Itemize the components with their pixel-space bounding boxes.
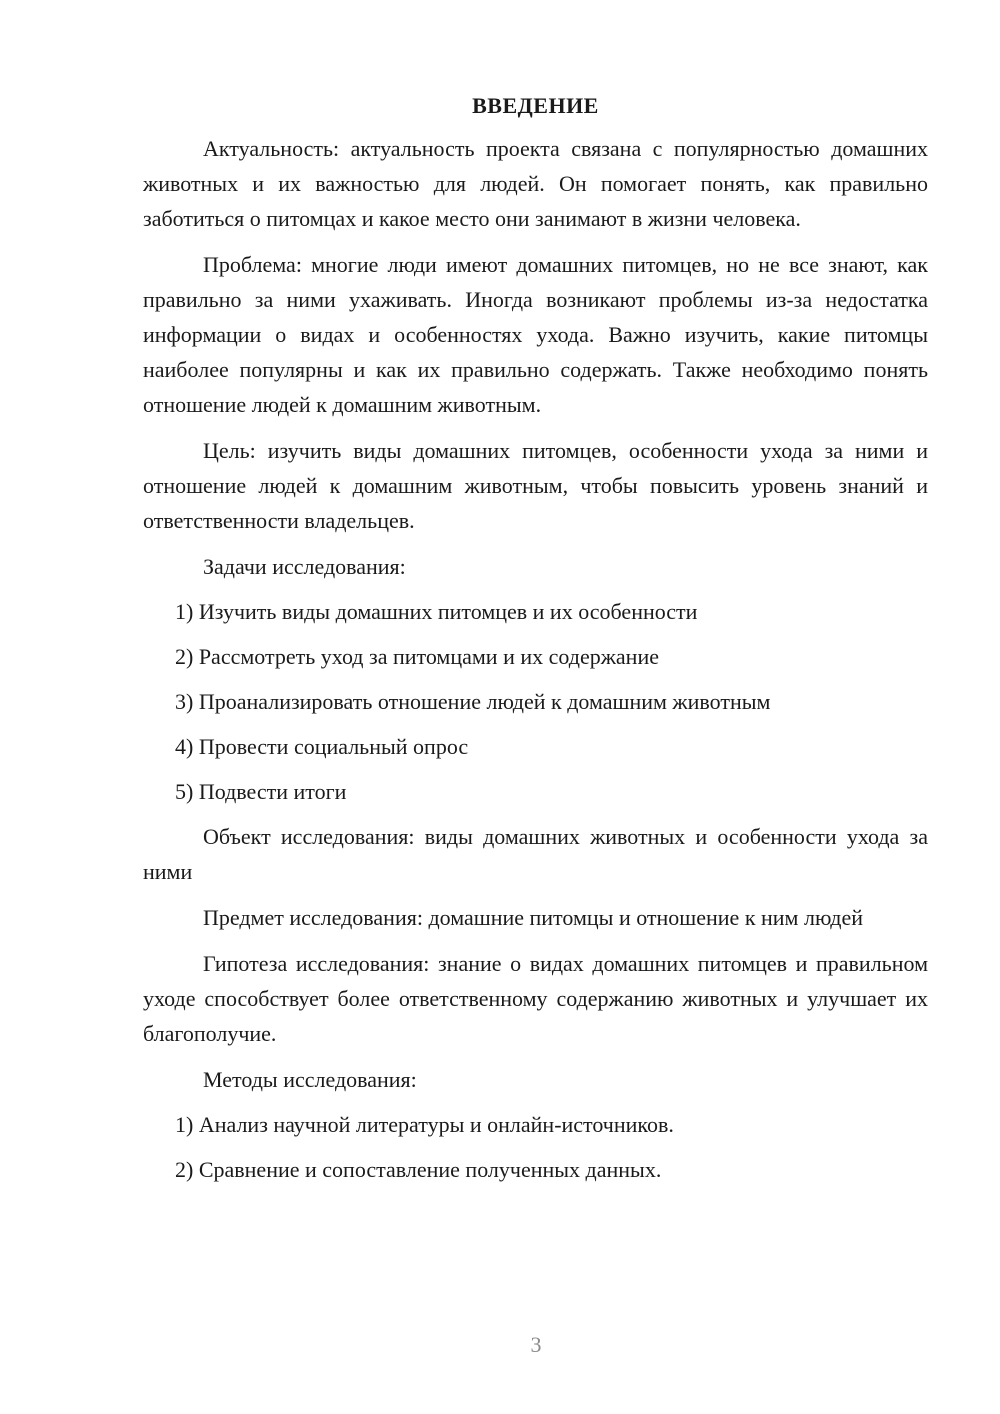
list-item: 3) Проанализировать отношение людей к домашним животным	[175, 689, 771, 714]
tasks-label: Задачи исследования:	[203, 554, 406, 579]
list-item: 2) Рассмотреть уход за питомцами и их содержание	[175, 644, 659, 669]
paragraph-object: Объект исследования: виды домашних животных и особенности ухода за ними	[143, 824, 928, 884]
paragraph-hypothesis: Гипотеза исследования: знание о видах домашних питомцев и правильном уходе способствует более ответственному содержанию животных и улучшает их благополучие.	[143, 951, 928, 1046]
paragraph-problem: Проблема: многие люди имеют домашних питомцев, но не все знают, как правильно за ними ухаживать. Иногда возникают проблемы из-за недостатка информации о видах и особенностях ухода. Важно изучить, какие питомцы наиболее популярны и как их правильно содержать. Также необходимо понять отношение людей к домашним животным.	[143, 252, 928, 417]
list-item: 1) Изучить виды домашних питомцев и их особенности	[175, 599, 698, 624]
paragraph-goal: Цель: изучить виды домашних питомцев, особенности ухода за ними и отношение людей к домашним животным, чтобы повысить уровень знаний и ответственности владельцев.	[143, 438, 928, 533]
page-title: ВВЕДЕНИЕ	[472, 93, 599, 118]
tasks-list	[143, 594, 928, 809]
page-content	[143, 88, 928, 1197]
list-item: 5) Подвести итоги	[175, 779, 347, 804]
list-item: 2) Сравнение и сопоставление полученных данных.	[175, 1157, 662, 1182]
paragraph-relevance: Актуальность: актуальность проекта связана с популярностью домашних животных и их важностью для людей. Он помогает понять, как правильно заботиться о питомцах и какое место они занимают в жизни человека.	[143, 136, 928, 231]
methods-list	[143, 1107, 928, 1187]
methods-label: Методы исследования:	[203, 1067, 417, 1092]
list-item: 4) Провести социальный опрос	[175, 734, 469, 759]
page-number: 3	[530, 1332, 542, 1357]
paragraph-subject: Предмет исследования: домашние питомцы и отношение к ним людей	[203, 905, 864, 930]
list-item: 1) Анализ научной литературы и онлайн-источников.	[175, 1112, 674, 1137]
